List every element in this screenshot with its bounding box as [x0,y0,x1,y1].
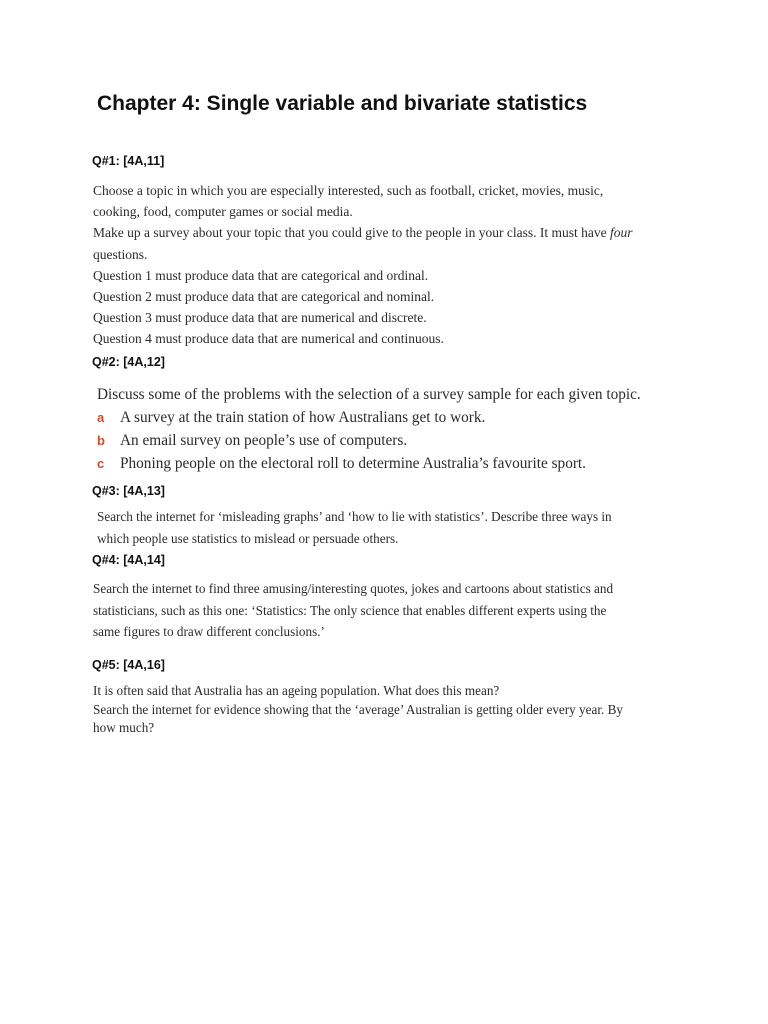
question-1-line: Choose a topic in which you are especially interested, such as football, cricket, movies, music, [93,183,604,198]
question-1-body [93,180,633,350]
question-1-line [93,222,633,243]
page-title: Chapter 4: Single variable and bivariate statistics [97,92,588,115]
item-text: A survey at the train station of how Australians get to work. [120,409,486,426]
emphasis-text: four [610,225,633,241]
question-5-line: how much? [93,720,155,735]
item-text: Phoning people on the electoral roll to determine Australia’s favourite sport. [120,455,587,472]
question-5-line: Search the internet for evidence showing that the ‘average’ Australian is getting older every year. By [93,701,623,717]
question-1-line: Question 3 must produce data that are numerical and discrete. [93,310,427,326]
question-5-heading: Q#5: [4A,16] [92,658,165,672]
question-5-body [93,682,623,738]
question-4-line: Search the internet to find three amusing/interesting quotes, jokes and cartoons about statistics and [93,581,614,596]
item-text: An email survey on people’s use of computers. [120,432,408,449]
list-item [97,406,641,429]
question-1-line-text: Make up a survey about your topic that you could give to the people in your class. It must have [93,225,611,241]
question-3-heading: Q#3: [4A,13] [92,484,165,498]
question-1-line: cooking, food, computer games or social media. [93,204,353,220]
question-1-heading: Q#1: [4A,11] [92,154,165,168]
item-letter: b [97,433,105,448]
question-1-line: questions. [93,246,148,262]
item-letter: c [97,456,105,471]
question-3-body [97,506,612,549]
question-4-heading: Q#4: [4A,14] [92,553,165,567]
question-4-line: statisticians, such as this one: ‘Statistics: The only science that enables different experts using the [93,602,607,618]
question-1-line: Question 4 must produce data that are numerical and continuous. [93,331,444,347]
item-letter: a [97,410,105,425]
question-2-heading: Q#2: [4A,12] [92,355,165,369]
question-1-line: Question 1 must produce data that are categorical and ordinal. [93,267,429,283]
question-5-line: It is often said that Australia has an ageing population. What does this mean? [93,683,500,698]
question-2-intro: Discuss some of the problems with the selection of a survey sample for each given topic. [97,386,641,403]
list-item [97,452,641,475]
question-4-line: same figures to draw different conclusions.’ [93,624,325,639]
question-3-line: which people use statistics to mislead or persuade others. [97,530,399,546]
question-4-body [93,578,613,643]
list-item [97,429,641,452]
question-2-body [97,383,641,475]
question-1-line: Question 2 must produce data that are categorical and nominal. [93,289,435,305]
question-3-line: Search the internet for ‘misleading graphs’ and ‘how to lie with statistics’. Describe three ways in [97,509,612,524]
